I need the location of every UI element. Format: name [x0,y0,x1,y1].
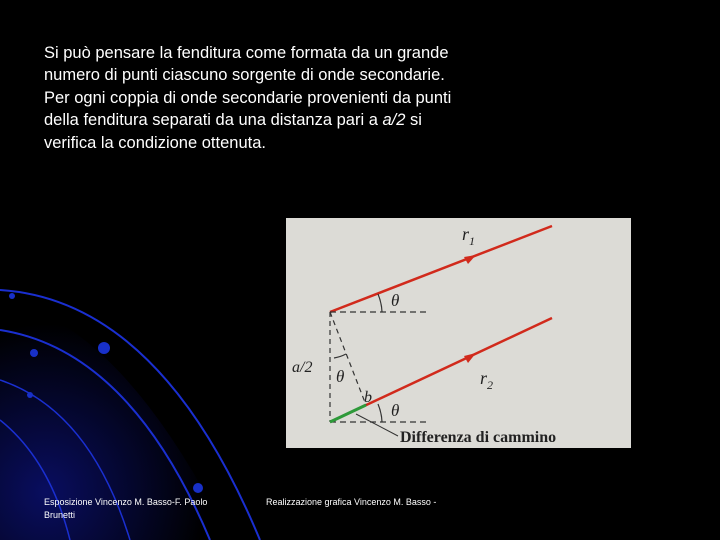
ray-1-arrow [464,255,476,264]
ray-1 [330,226,552,312]
angle-label-1: θ [391,291,400,310]
ray-1-label: $r_1$ [462,224,476,248]
path-difference-label: b [364,389,372,406]
angle-label-2: θ [336,367,345,386]
background-dot [98,342,110,354]
half-width-label: a/2 [292,359,313,376]
diffraction-figure [286,218,631,448]
angle-arc-2 [378,404,382,422]
perpendicular-line [330,312,366,405]
footer-right: Realizzazione grafica Vincenzo M. Basso - [266,497,437,507]
ray-2-label: $r_2$ [480,368,494,392]
body-text-part: si verifica la condizione ottenuta. [44,111,422,152]
background-dot [9,293,15,299]
background-dot [27,392,33,398]
body-text-italic: a/2 [382,111,406,130]
background-dot [193,483,203,493]
figure-caption: Differenza di cammino [400,429,557,446]
angle-label-3: θ [391,401,400,420]
figure-drawing [286,218,631,448]
path-difference-segment [330,405,366,422]
body-text-part: Si può pensare la fenditura come formata da un grande numero di punti ciascuno sorgente di onde secondarie. Per ogni coppia di onde secondarie provenienti da punti della fenditura separati da una distanza pari a [44,44,452,130]
ray-2-arrow [464,353,476,363]
angle-arc-1 [378,294,382,312]
angle-arc-3 [334,354,346,358]
background-dot [30,349,38,357]
footer-left: Esposizione Vincenzo M. Basso-F. Paolo Brunetti [44,497,208,520]
slide-body-text [44,42,464,154]
